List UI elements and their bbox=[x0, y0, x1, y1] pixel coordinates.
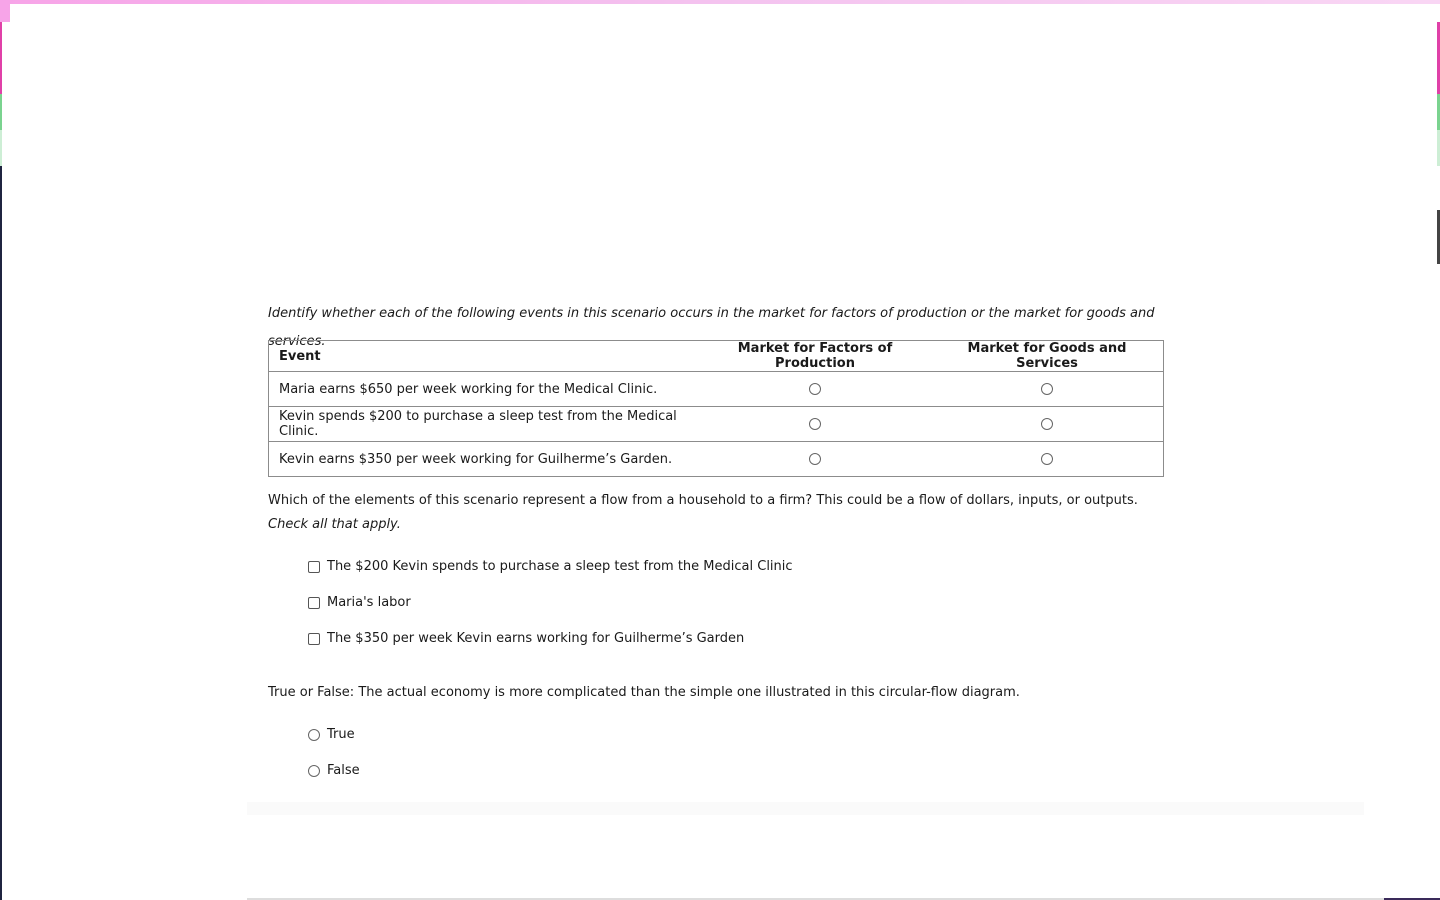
checkbox-option[interactable] bbox=[308, 593, 411, 613]
left-edge-segment bbox=[0, 94, 2, 130]
goods-radio[interactable] bbox=[1041, 453, 1053, 465]
left-edge-segment bbox=[0, 130, 2, 166]
goods-radio[interactable] bbox=[1041, 383, 1053, 395]
left-edge-accent bbox=[0, 22, 2, 900]
table-row bbox=[269, 407, 1164, 442]
table-row bbox=[269, 372, 1164, 407]
header-event: Event bbox=[269, 341, 700, 372]
table-row bbox=[269, 442, 1164, 477]
factors-cell bbox=[699, 407, 931, 442]
question2-prompt bbox=[268, 489, 1168, 537]
question2-text: Which of the elements of this scenario represent a flow from a household to a firm? This could be a flow of dollars, inputs, or outputs. bbox=[268, 493, 1138, 508]
goods-radio[interactable] bbox=[1041, 418, 1053, 430]
factors-radio[interactable] bbox=[809, 383, 821, 395]
event-cell: Kevin earns $350 per week working for Guilherme’s Garden. bbox=[269, 442, 700, 477]
question3-prompt: True or False: The actual economy is more complicated than the simple one illustrated in this circular-flow diagram. bbox=[268, 685, 1020, 700]
events-table bbox=[268, 340, 1164, 477]
radio-option-false[interactable] bbox=[308, 761, 360, 781]
factors-radio[interactable] bbox=[809, 418, 821, 430]
corner-accent bbox=[0, 0, 10, 22]
header-goods-market: Market for Goods and Services bbox=[931, 341, 1164, 372]
factors-cell bbox=[699, 372, 931, 407]
option-label: The $200 Kevin spends to purchase a sleep test from the Medical Clinic bbox=[327, 559, 793, 574]
checkbox[interactable] bbox=[308, 597, 320, 609]
radio-option-true[interactable] bbox=[308, 725, 355, 745]
event-cell: Kevin spends $200 to purchase a sleep test from the Medical Clinic. bbox=[269, 407, 700, 442]
left-edge-segment bbox=[0, 22, 2, 94]
goods-cell bbox=[931, 407, 1164, 442]
factors-radio[interactable] bbox=[809, 453, 821, 465]
option-label: True bbox=[327, 727, 355, 742]
radio-button[interactable] bbox=[308, 765, 320, 777]
option-label: The $350 per week Kevin earns working for Guilherme’s Garden bbox=[327, 631, 745, 646]
table-instruction: Identify whether each of the following events in this scenario occurs in the market for factors of production or the market for goods and services. bbox=[268, 306, 1155, 349]
checkbox[interactable] bbox=[308, 633, 320, 645]
factors-cell bbox=[699, 442, 931, 477]
radio-button[interactable] bbox=[308, 729, 320, 741]
footer-band bbox=[247, 802, 1364, 815]
option-label: False bbox=[327, 763, 360, 778]
goods-cell bbox=[931, 372, 1164, 407]
checkbox[interactable] bbox=[308, 561, 320, 573]
option-label: Maria's labor bbox=[327, 595, 411, 610]
checkbox-option[interactable] bbox=[308, 629, 744, 649]
event-cell: Maria earns $650 per week working for the Medical Clinic. bbox=[269, 372, 700, 407]
question-content bbox=[268, 300, 1168, 778]
question2-hint: Check all that apply. bbox=[268, 517, 401, 532]
checkbox-option[interactable] bbox=[308, 557, 793, 577]
header-factors-market: Market for Factors of Production bbox=[699, 341, 931, 372]
top-accent-strip bbox=[0, 0, 1440, 4]
table-header-row bbox=[269, 341, 1164, 372]
goods-cell bbox=[931, 442, 1164, 477]
